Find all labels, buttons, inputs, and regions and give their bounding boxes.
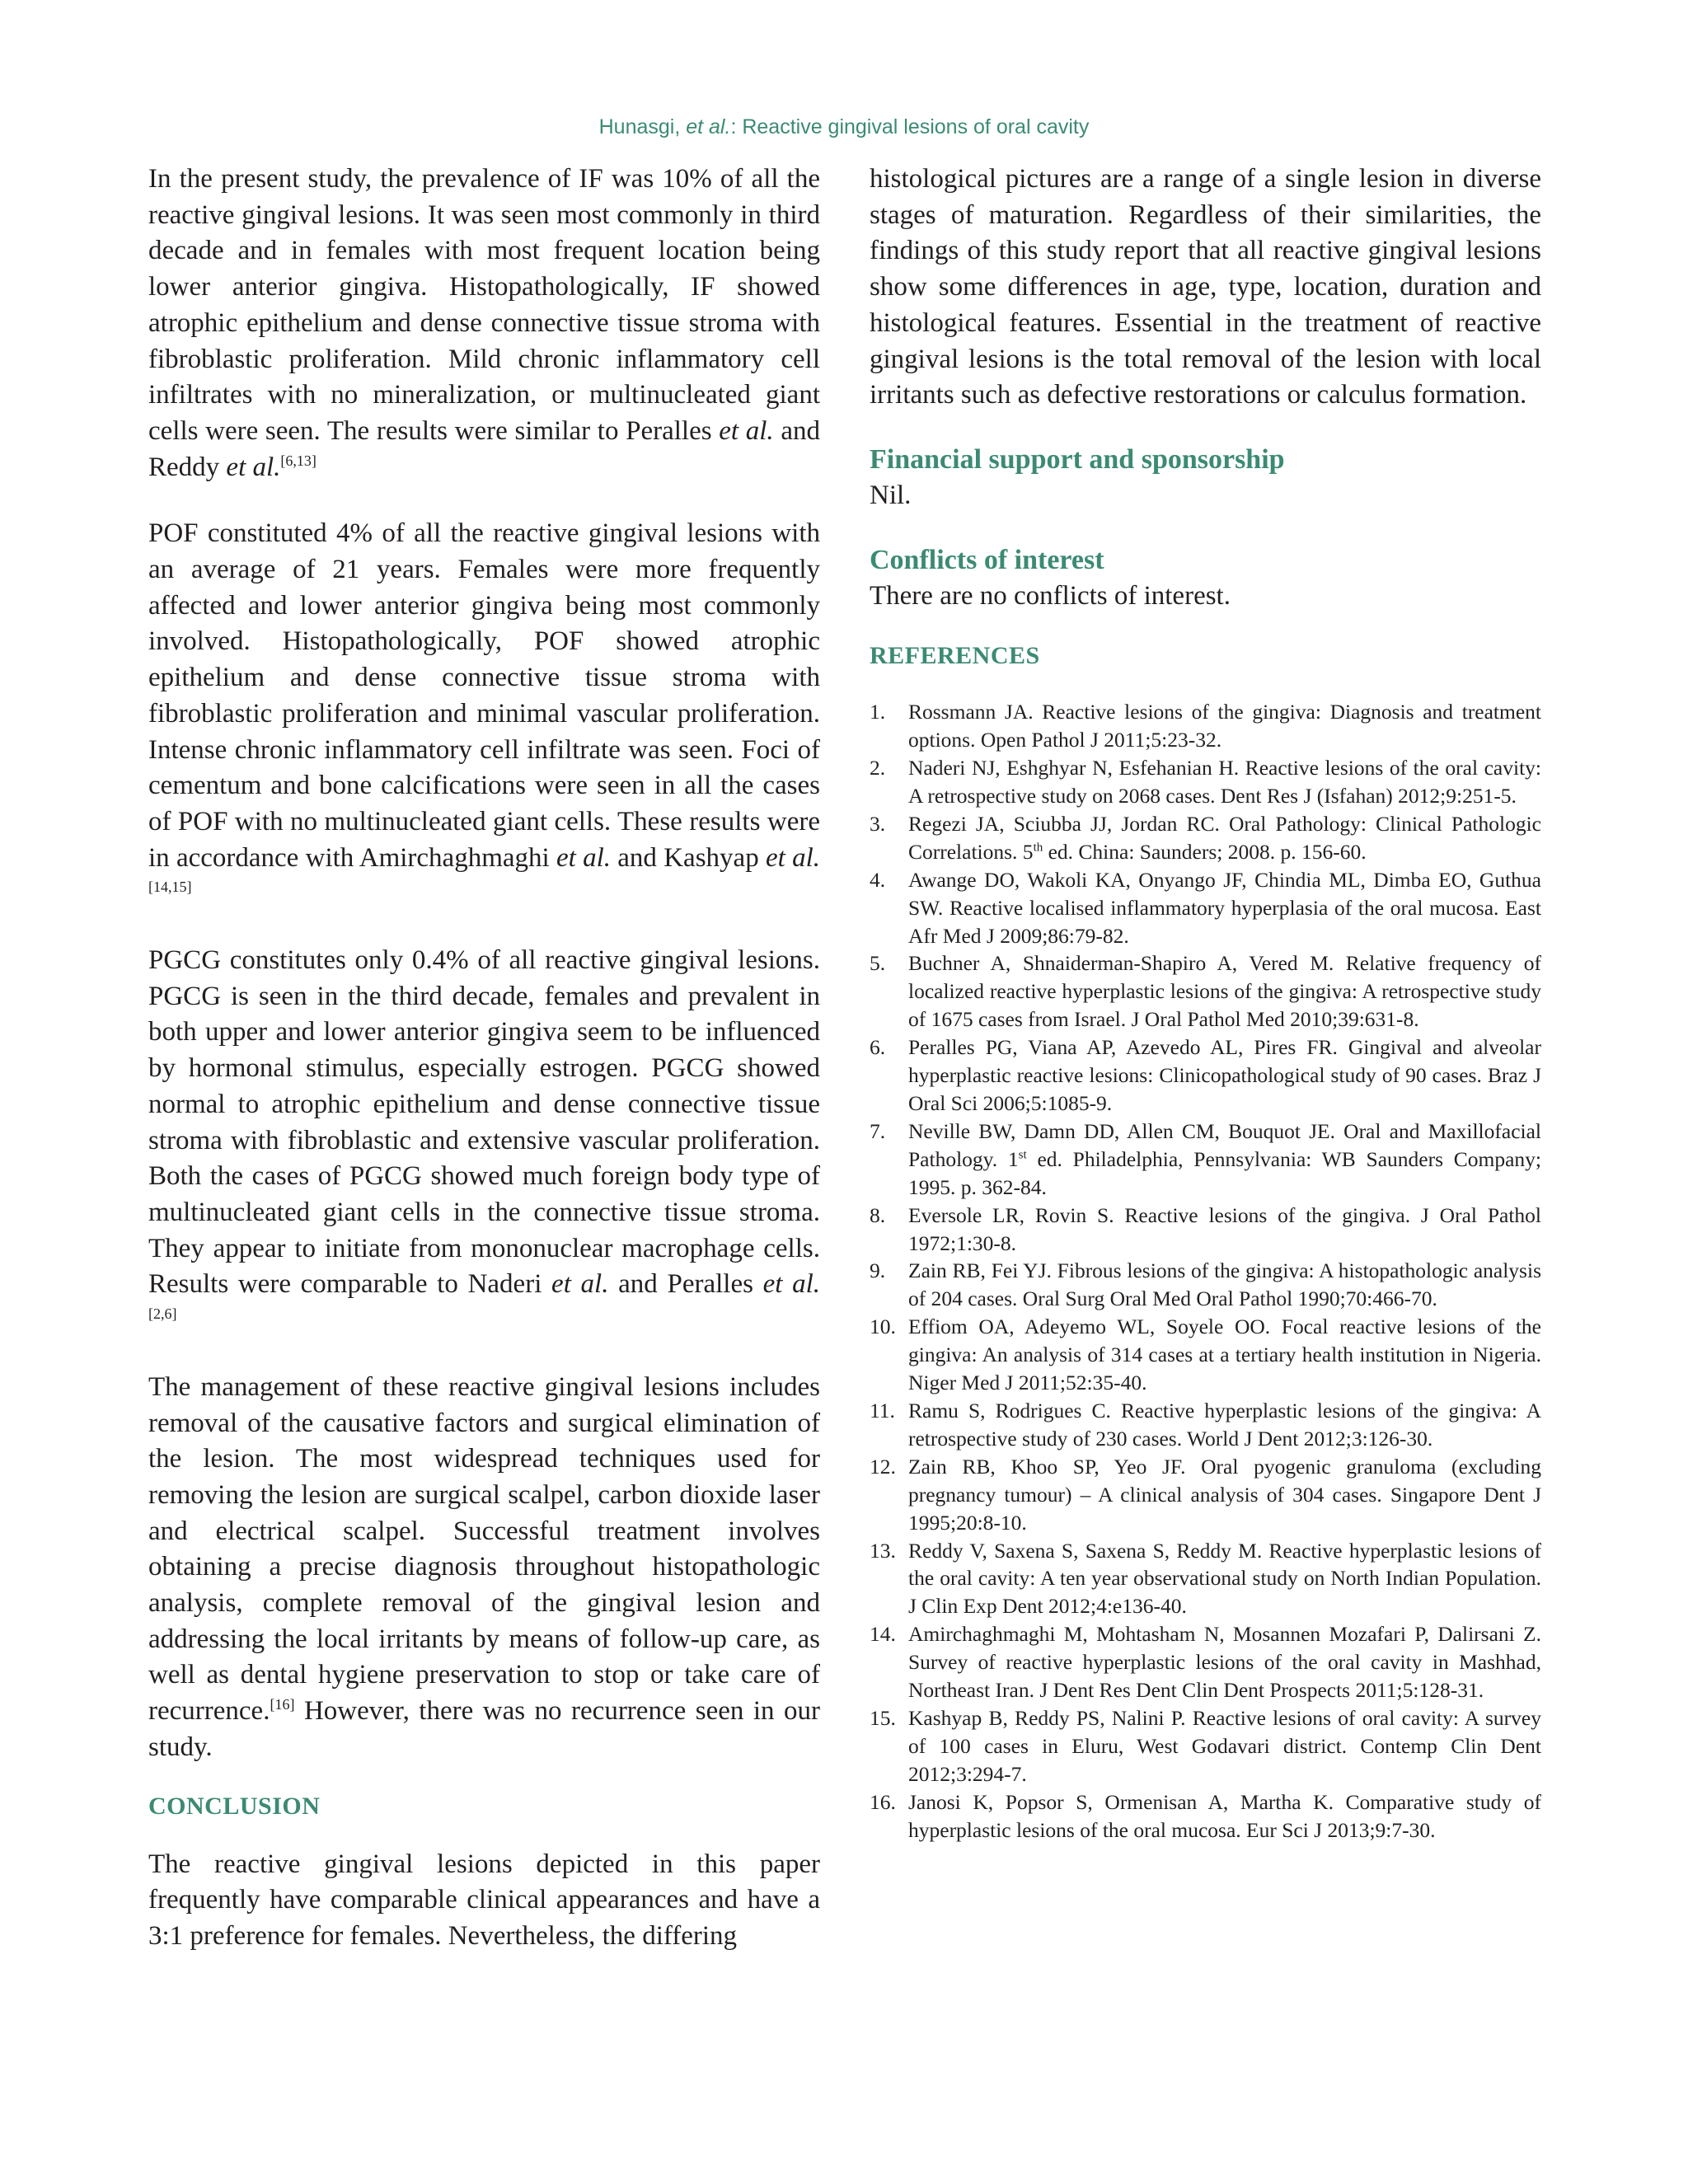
reference-item [870,1788,1541,1844]
etal-text: et al. [765,842,821,873]
reference-text: Eversole LR, Rovin S. Reactive lesions of the gingiva. J Oral Pathol 1972;1:30-8. [908,1202,1541,1255]
reference-text: Buchner A, Shnaiderman-Shapiro A, Vered M. Relative frequency of localized reactive hyperplastic lesions of the gingiva: A retrospective study of 1675 cases from Israel. J Oral Pathol Med 2010;39:631-8. [908,951,1541,1032]
reference-item [870,1704,1541,1788]
reference-item [870,1202,1541,1258]
reference-item [870,1313,1541,1397]
reference-number: 2. [870,756,886,780]
conflicts-heading: Conflicts of interest [870,544,1104,575]
financial-support-heading: Financial support and sponsorship [870,443,1285,475]
citation: [6,13] [280,452,316,469]
paragraph-management [148,1370,820,1766]
header-authors: Hunasgi, [598,115,687,138]
paragraph-text: However, there was no recurrence seen in our study. [148,1696,820,1762]
reference-text: Effiom OA, Adeyemo WL, Soyele OO. Focal reactive lesions of the gingiva: An analysis of 314 cases at a tertiary health institution in Nigeria. Niger Med J 2011;52:35-40. [908,1315,1541,1395]
reference-item [870,1453,1541,1537]
reference-text: Rossmann JA. Reactive lesions of the gingiva: Diagnosis and treatment options. Open Pathol J 2011;5:23-32. [908,700,1541,752]
header-title: : Reactive gingival lesions of oral cavity [730,115,1090,138]
paragraph-text: PGCG constitutes only 0.4% of all reactive gingival lesions. PGCG is seen in the third decade, females and prevalent in both upper and lower anterior gingiva seem to be influenced by hormonal stimulus, especially estrogen. PGCG showed normal to atrophic epithelium and dense connective tissue stroma with fibroblastic and extensive vascular proliferation. Both the cases of PGCG showed much foreign body type of multinucleated giant cells in the connective tissue stroma. They appear to initiate from mononuclear macrophage cells. Results were comparable to Naderi [148,945,820,1300]
reference-text: Reddy V, Saxena S, Saxena S, Reddy M. Reactive hyperplastic lesions of the oral cavity: A ten year observational study on North Indian Population. J Clin Exp Dent 2012;4:e136-40. [908,1538,1541,1619]
reference-text: ed. Philadelphia, Pennsylvania: WB Saunders Company; 1995. p. 362-84. [908,1146,1542,1199]
reference-number: 4. [870,867,886,892]
reference-text: Neville BW, Damn DD, Allen CM, Bouquot JE. Oral and Maxillofacial Pathology. 1 [908,1118,1541,1171]
reference-item [870,1537,1541,1621]
reference-item [870,754,1541,810]
right-column [870,162,1541,1844]
reference-text: Zain RB, Khoo SP, Yeo JF. Oral pyogenic granuloma (excluding pregnancy tumour) – A clinical analysis of 304 cases. Singapore Dent J 1995;20:8-10. [908,1454,1541,1535]
reference-number: 8. [870,1202,886,1227]
paragraph-text: and Kashyap [611,842,766,873]
reference-text: Peralles PG, Viana AP, Azevedo AL, Pires FR. Gingival and alveolar hyperplastic reactive lesions: Clinicopathological study of 90 cases. Braz J Oral Sci 2006;5:1085-9. [908,1035,1541,1116]
reference-text: Ramu S, Rodrigues C. Reactive hyperplastic lesions of the gingiva: A retrospective study of 230 cases. World J Dent 2012;3:126-30. [908,1398,1541,1451]
reference-number: 5. [870,951,886,976]
reference-item [870,1257,1541,1313]
reference-superscript: th [1033,841,1043,855]
reference-text: Janosi K, Popsor S, Ormenisan A, Martha K. Comparative study of hyperplastic lesions of the oral mucosa. Eur Sci J 2013;9:7-30. [908,1789,1541,1842]
reference-item [870,698,1541,754]
reference-number: 3. [870,811,886,836]
financial-support-text: Nil. [870,480,912,510]
reference-item [870,949,1541,1033]
references-list [870,698,1541,1844]
reference-item [870,866,1541,950]
etal-text: et al. [226,452,281,482]
paragraph-text: POF constituted 4% of all the reactive gingival lesions with an average of 21 years. Females were more frequently affected and lower anterior gingiva being most commonly involved. Histopathologically, POF showed atrophic epithelium and dense connective tissue stroma with fibroblastic proliferation and minimal vascular proliferation. Intense chronic inflammatory cell infiltrate was seen. Foci of cementum and bone calcifications were seen in all the cases of POF with no multinucleated giant cells. These results were in accordance with Amirchaghmaghi [148,518,820,873]
reference-text: Awange DO, Wakoli KA, Onyango JF, Chindia ML, Dimba EO, Guthua SW. Reactive localised inflammatory hyperplasia of the oral mucosa. East Afr Med J 2009;86:79-82. [908,867,1541,948]
etal-text: et al. [556,842,611,873]
reference-number: 16. [870,1789,896,1814]
reference-item [870,1118,1541,1202]
reference-number: 14. [870,1622,896,1647]
reference-item [870,1397,1541,1453]
paragraph-pof [148,516,820,912]
reference-number: 6. [870,1035,886,1060]
reference-number: 12. [870,1454,896,1479]
reference-text: Zain RB, Fei YJ. Fibrous lesions of the gingiva: A histopathologic analysis of 204 cases. Oral Surg Oral Med Oral Pathol 1990;70:466-70. [908,1258,1541,1311]
reference-number: 13. [870,1538,896,1563]
reference-text: Amirchaghmaghi M, Mohtasham N, Mosannen Mozafari P, Dalirsani Z. Survey of reactive hyperplastic lesions of the oral cavity in Mashhad, Northeast Iran. J Dent Res Dent Clin Dent Prospects 2011;5:128-31. [908,1622,1541,1703]
paragraph-text: In the present study, the prevalence of IF was 10% of all the reactive gingival lesions. It was seen most commonly in third decade and in females with most frequent location being lower anterior gingiva. Histopathologically, IF showed atrophic epithelium and dense connective tissue stroma with fibroblastic proliferation. Mild chronic inflammatory cell infiltrates with no mineralization, or multinucleated giant cells were seen. The results were similar to Peralles [148,164,820,446]
conclusion-heading: CONCLUSION [148,1792,321,1820]
reference-text: ed. China: Saunders; 2008. p. 156-60. [1043,839,1367,864]
reference-number: 7. [870,1118,886,1143]
reference-text: Regezi JA, Sciubba JJ, Jordan RC. Oral Pathology: Clinical Pathologic Correlations. 5 [908,811,1541,864]
reference-number: 10. [870,1315,896,1339]
reference-number: 1. [870,700,886,724]
conflicts-text: There are no conflicts of interest. [870,580,1231,611]
reference-text: Naderi NJ, Eshghyar N, Esfehanian H. Reactive lesions of the oral cavity: A retrospective study on 2068 cases. Dent Res J (Isfahan) 2012;9:251-5. [908,756,1541,808]
reference-number: 9. [870,1258,886,1283]
reference-item [870,1620,1541,1704]
paragraph-pgcg [148,943,820,1339]
reference-text: Kashyap B, Reddy PS, Nalini P. Reactive lesions of oral cavity: A survey of 100 cases in Eluru, West Godavari district. Contemp Clin Dent 2012;3:294-7. [908,1705,1541,1786]
paragraph-text: and Peralles [608,1269,763,1300]
paragraph-conclusion-continued: histological pictures are a range of a single lesion in diverse stages of maturation. Regardless of their similarities, the findings of this study report that all reactive gingival lesions show some differences in age, type, location, duration and histological features. Essential in the treatment of reactive gingival lesions is the total removal of the lesion with local irritants such as defective restorations or calculus formation. [870,164,1541,410]
running-header [0,115,1688,139]
paragraph-conclusion: The reactive gingival lesions depicted in this paper frequently have comparable clinical appearances and have a 3:1 preference for females. Nevertheless, the differing [148,1849,820,1951]
etal-text: et al. [762,1269,821,1300]
paragraph-text: and Reddy [148,415,820,482]
citation: [2,6] [148,1305,177,1323]
reference-item [870,1033,1541,1118]
left-column [148,162,820,1955]
etal-text: et al. [719,415,774,446]
header-etal: et al. [686,115,731,138]
citation: [14,15] [148,879,192,896]
reference-number: 15. [870,1705,896,1730]
references-heading: REFERENCES [870,642,1040,670]
reference-superscript: st [1018,1148,1027,1162]
citation: [16] [270,1696,295,1713]
paragraph-text: The management of these reactive gingival lesions includes removal of the causative factors and surgical elimination of the lesion. The most widespread techniques used for removing the lesion are surgical scalpel, carbon dioxide laser and electrical scalpel. Successful treatment involves obtaining a precise diagnosis throughout histopathologic analysis, complete removal of the gingival lesion and addressing the local irritants by means of follow-up care, as well as dental hygiene preservation to stop or take care of recurrence. [148,1371,820,1727]
reference-item [870,810,1541,866]
reference-number: 11. [870,1398,895,1422]
etal-text: et al. [551,1269,609,1300]
paragraph-if [148,162,820,485]
